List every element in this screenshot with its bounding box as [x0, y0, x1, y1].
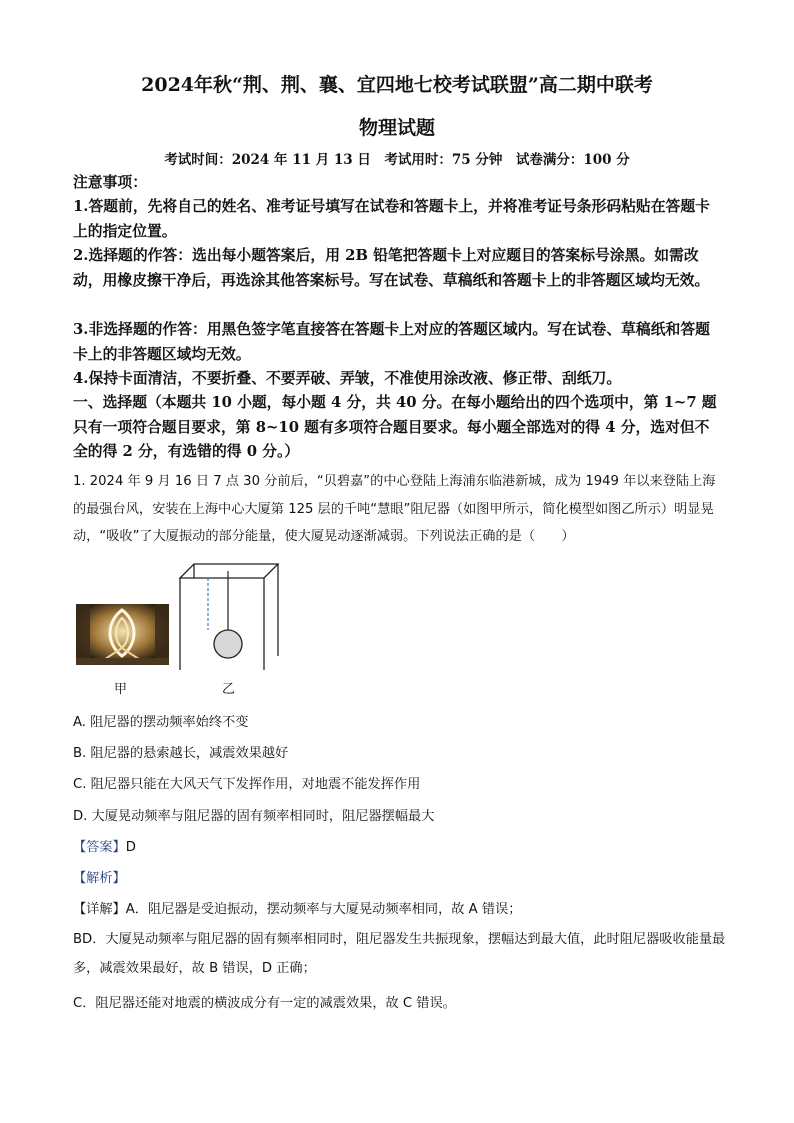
notice-item-4: 4.保持卡面清洁，不要折叠、不要弄破、弄皱，不准使用涂改液、修正带、刮纸刀。: [73, 370, 622, 387]
subject-title: 物理试题: [358, 117, 435, 139]
notice-item-3: 3.非选择题的作答：用黑色签字笔直接答在答题卡上对应的答题区域内。写在试卷、草稿纸和答题卡上的非答题区域均无效。: [73, 321, 710, 363]
option-d: D. 大厦晃动频率与阻尼器的固有频率相同时，阻尼器摆幅最大: [73, 809, 435, 824]
detail-c: C．阻尼器还能对地震的横波成分有一定的减震效果，故 C 错误。: [73, 996, 456, 1011]
figure-b-caption: 乙: [222, 682, 236, 697]
analysis-label: 【解析】: [73, 871, 126, 886]
answer-line: [73, 836, 136, 855]
detail-bd: BD．大厦晃动频率与阻尼器的固有频率相同时，阻尼器发生共振现象，摆幅达到最大值，此时阻尼器吸收能量最多，减震效果最好，故 B 错误，D 正确；: [73, 932, 726, 976]
question-1-stem: 1. 2024 年 9 月 16 日 7 点 30 分前后，“贝碧嘉”的中心登陆上海浦东临港新城，成为 1949 年以来登陆上海的最强台风，安装在上海中心大厦第 125 层的千吨“慧眼”阻尼器（如图甲所示，简化模型如图乙所示）明显晃动，“吸收”了大厦振动的部分能量，使大厦晃动逐渐减弱。下列说法正确的是（ ）: [73, 474, 716, 544]
notice-heading: 注意事项：: [73, 174, 147, 191]
detail-a: A．阻尼器是受迫振动，摆动频率与大厦晃动频率相同，故 A 错误；: [125, 902, 522, 917]
option-b: B. 阻尼器的悬索越长，减震效果越好: [73, 746, 289, 761]
section-heading: 一、选择题（本题共 10 小题，每小题 4 分，共 40 分。在每小题给出的四个选项中，第 1~7 题只有一项符合题目要求，第 8~10 题有多项符合题目要求。每小题全部选对的得 4 分，选对但不全的得 2 分，有选错的得 0 分。）: [73, 394, 717, 461]
detail-label: 【详解】: [73, 902, 126, 917]
option-c: C. 阻尼器只能在大风天气下发挥作用，对地震不能发挥作用: [73, 777, 421, 792]
pendulum-model-diagram: [178, 560, 282, 672]
answer-value: D: [125, 840, 136, 855]
answer-label: 【答案】: [73, 840, 126, 855]
damper-photo: [76, 604, 169, 665]
exam-meta: 考试时间：2024 年 11 月 13 日 考试用时：75 分钟 试卷满分：100 分: [164, 152, 630, 168]
option-a: A. 阻尼器的摆动频率始终不变: [73, 715, 249, 730]
notice-item-1: 1.答题前，先将自己的姓名、准考证号填写在试卷和答题卡上，并将准考证号条形码粘贴在答题卡上的指定位置。: [73, 198, 710, 240]
notice-item-2: 2.选择题的作答：选出每小题答案后，用 2B 铅笔把答题卡上对应题目的答案标号涂黑。如需改动，用橡皮擦干净后，再选涂其他答案标号。写在试卷、草稿纸和答题卡上的非答题区域均无效。: [73, 247, 710, 289]
detail-a-line: [73, 898, 521, 917]
figure-a-caption: 甲: [114, 682, 128, 697]
exam-title: 2024年秋“荆、荆、襄、宜四地七校考试联盟”高二期中联考: [141, 74, 653, 96]
